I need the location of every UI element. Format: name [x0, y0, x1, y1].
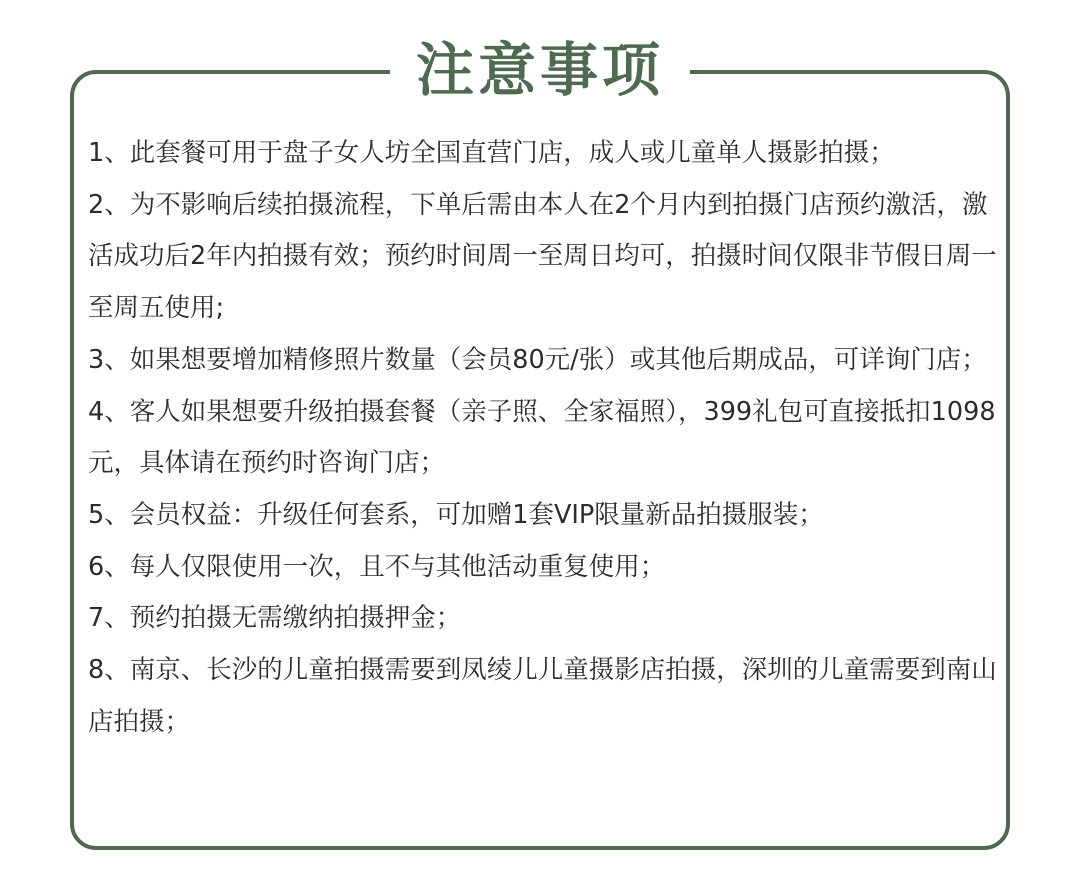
title-bar	[0, 30, 1080, 110]
notice-item-2: 2、为不影响后续拍摄流程，下单后需由本人在2个月内到拍摄门店预约激活，激活成功后2年内拍摄有效；预约时间周一至周日均可，拍摄时间仅限非节假日周一至周五使用;	[88, 189, 997, 324]
notice-item-6: 6、每人仅限使用一次，且不与其他活动重复使用；	[88, 551, 666, 582]
notice-item-4: 4、客人如果想要升级拍摄套餐（亲子照、全家福照），399礼包可直接抵扣1098元，具体请在预约时咨询门店；	[88, 396, 996, 479]
page-title: 注意事项	[390, 30, 690, 110]
notice-item-3: 3、如果想要增加精修照片数量（会员80元/张）或其他后期成品，可详询门店；	[88, 344, 987, 375]
notice-item-8: 8、南京、长沙的儿童拍摄需要到凤绫儿儿童摄影店拍摄，深圳的儿童需要到南山店拍摄；	[88, 655, 997, 737]
notice-item-5: 5、会员权益：升级任何套系，可加赠1套VIP限量新品拍摄服装；	[88, 499, 824, 530]
notice-item-7: 7、预约拍摄无需缴纳拍摄押金；	[88, 603, 462, 634]
notice-list	[88, 128, 998, 748]
notice-item-1: 1、此套餐可用于盘子女人坊全国直营门店，成人或儿童单人摄影拍摄；	[88, 138, 895, 168]
